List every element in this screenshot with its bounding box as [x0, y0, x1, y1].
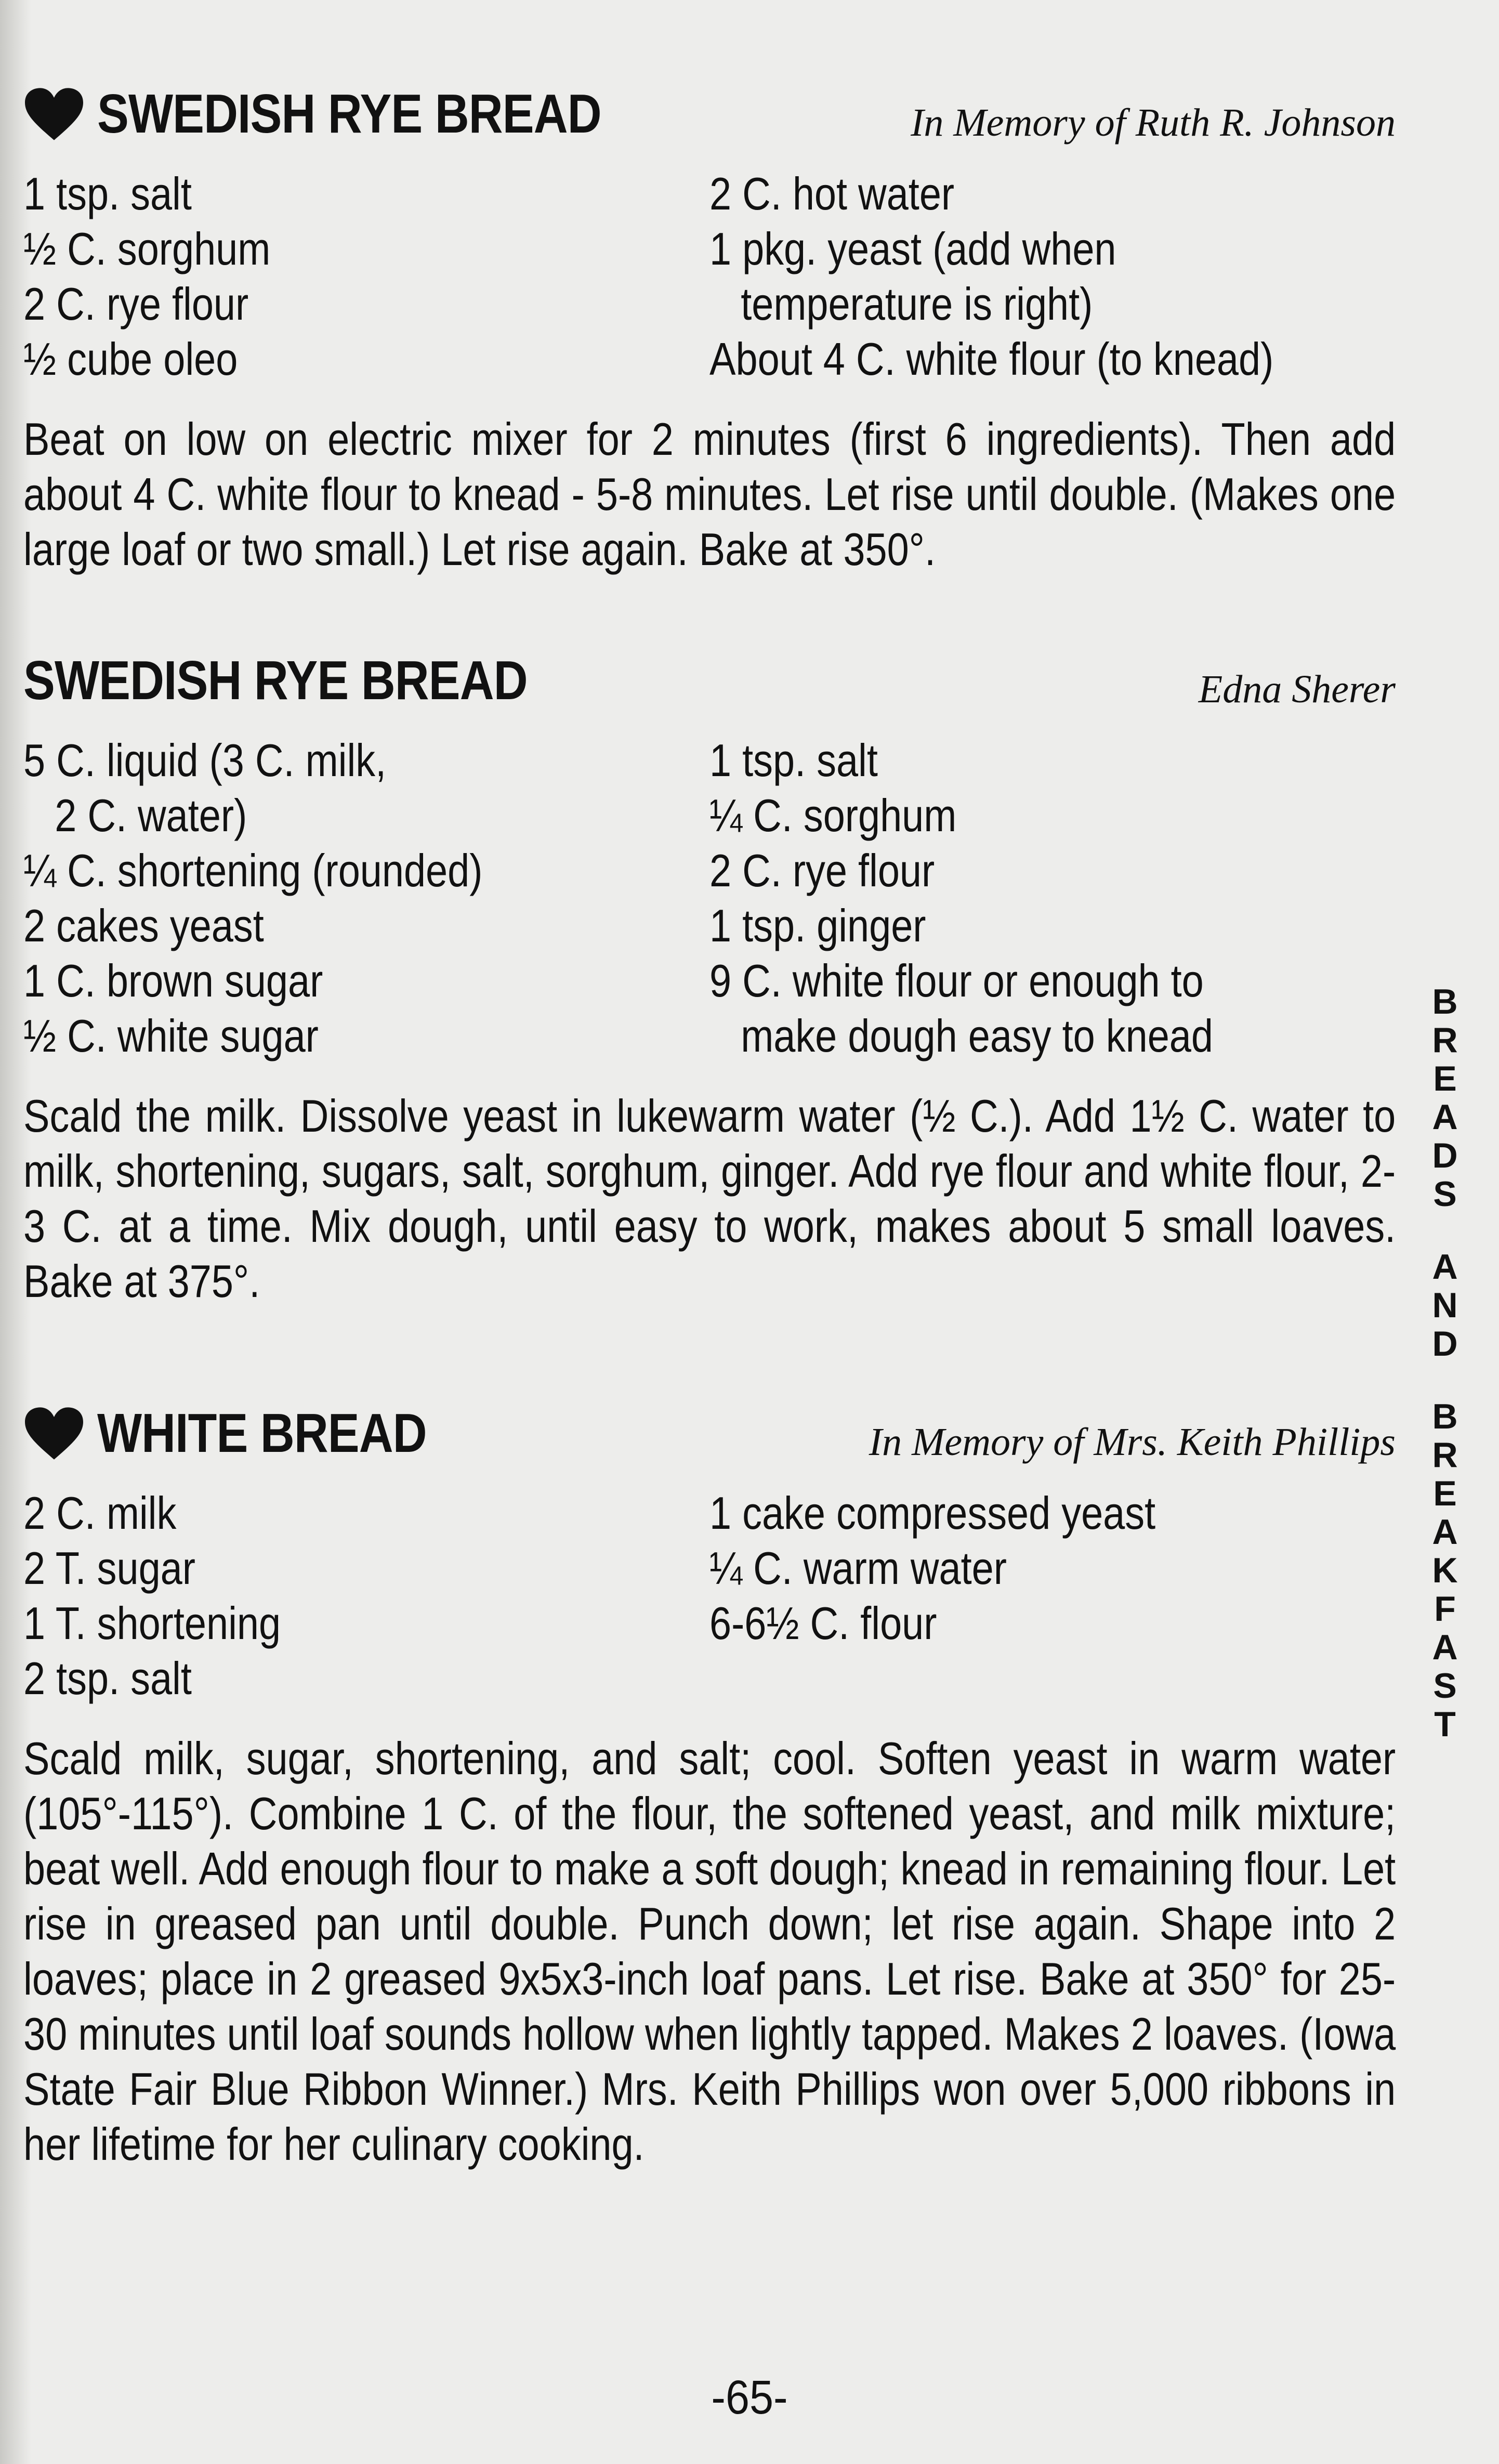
ingredient: ½ cube oleo	[23, 333, 238, 385]
instructions-text: Scald the milk. Dissolve yeast in lukewarm water (½ C.). Add 1½ C. water to milk, shortening, sugars, salt, sorghum, ginger. Add rye flour and white flour, 2-3 C. at a time. Mix dough, until easy to work, makes about 5 small loaves. Bake at 375°.	[23, 1090, 1396, 1307]
ingredient-column-right	[709, 733, 1396, 1064]
ingredient-column-left	[23, 1486, 709, 1706]
instructions-text: Scald milk, sugar, shortening, and salt; cool. Soften yeast in warm water (105°-115°). Combine 1 C. of the flour, the softened yeast, and milk mixture; beat well. Add enough flour to make a soft dough; knead in remaining flour. Let rise in greased pan until double. Punch down; let rise again. Shape into 2 loaves; place in 2 greased 9x5x3-inch loaf pans. Let rise. Bake at 350° for 25-30 minutes until loaf sounds hollow when lightly tapped. Makes 2 loaves. (Iowa State Fair Blue Ribbon Winner.) Mrs. Keith Phillips won over 5,000 ribbons in her lifetime for her culinary cooking.	[23, 1733, 1396, 2170]
side-tab-letter: B	[1432, 982, 1458, 1021]
recipe-title: SWEDISH RYE BREAD	[23, 650, 528, 711]
ingredient: 9 C. white flour or enough to	[709, 955, 1204, 1006]
ingredient: make dough easy to knead	[741, 1010, 1213, 1061]
side-tab-letter: N	[1432, 1286, 1458, 1325]
side-tab-letter: R	[1432, 1020, 1458, 1060]
side-tab-letter: S	[1433, 1174, 1457, 1214]
ingredient: About 4 C. white flour (to knead)	[709, 333, 1274, 385]
side-tab-letter: D	[1432, 1136, 1458, 1175]
ingredient: 2 C. milk	[23, 1487, 177, 1539]
recipe-instructions	[23, 1731, 1396, 2172]
side-tab-letter: A	[1432, 1097, 1458, 1137]
side-tab-letter: E	[1433, 1474, 1457, 1513]
ingredient: ¼ C. sorghum	[709, 790, 957, 841]
ingredient: ¼ C. warm water	[709, 1542, 1007, 1594]
side-tab-letter: E	[1433, 1059, 1457, 1098]
ingredient: 1 tsp. salt	[23, 168, 192, 219]
ingredient: 2 C. hot water	[709, 168, 955, 219]
ingredient: 5 C. liquid (3 C. milk,	[23, 735, 387, 786]
side-tab-letter: A	[1432, 1512, 1458, 1552]
ingredient: ½ C. white sugar	[23, 1010, 319, 1061]
ingredient-column-right	[709, 1486, 1396, 1706]
heart-icon	[23, 87, 85, 141]
ingredient-list	[23, 166, 1396, 387]
page-number: -65-	[711, 2371, 788, 2424]
side-tab-letter: A	[1432, 1247, 1458, 1287]
recipe-dedication: Edna Sherer	[1198, 667, 1396, 711]
ingredient: 1 cake compressed yeast	[709, 1487, 1156, 1539]
side-tab-letter: F	[1434, 1589, 1456, 1629]
ingredient: ¼ C. shortening (rounded)	[23, 845, 483, 896]
ingredient: 2 tsp. salt	[23, 1653, 192, 1704]
ingredient: ½ C. sorghum	[23, 223, 271, 274]
ingredient-column-left	[23, 733, 709, 1064]
side-tab-letter: S	[1433, 1666, 1457, 1706]
recipe-swedish-rye-bread-1	[23, 73, 1396, 577]
heart-icon	[23, 1406, 85, 1461]
ingredient: 1 tsp. ginger	[709, 900, 926, 951]
side-tab-letter: B	[1432, 1397, 1458, 1436]
ingredient: 1 pkg. yeast (add when	[709, 223, 1116, 274]
ingredient-column-left	[23, 166, 709, 387]
recipe-title: SWEDISH RYE BREAD	[97, 83, 601, 145]
cookbook-page	[23, 73, 1396, 2172]
ingredient: 1 C. brown sugar	[23, 955, 323, 1006]
ingredient-list	[23, 733, 1396, 1064]
side-tab-letter: D	[1432, 1324, 1458, 1364]
ingredient: 2 T. sugar	[23, 1542, 195, 1594]
recipe-title: WHITE BREAD	[97, 1403, 427, 1464]
recipe-dedication: In Memory of Ruth R. Johnson	[911, 101, 1396, 145]
ingredient: 1 tsp. salt	[709, 735, 878, 786]
ingredient: 2 C. water)	[55, 790, 247, 841]
ingredient: 2 C. rye flour	[709, 845, 935, 896]
side-tab-letter: A	[1432, 1628, 1458, 1667]
ingredient-column-right	[709, 166, 1396, 387]
section-side-tab	[1419, 982, 1471, 1744]
ingredient: 1 T. shortening	[23, 1597, 281, 1649]
side-tab-letter: T	[1434, 1705, 1456, 1744]
ingredient: 6-6½ C. flour	[709, 1597, 937, 1649]
recipe-dedication: In Memory of Mrs. Keith Phillips	[869, 1420, 1396, 1464]
recipe-white-bread	[23, 1392, 1396, 2172]
recipe-instructions	[23, 412, 1396, 577]
ingredient: 2 C. rye flour	[23, 278, 249, 330]
ingredient-list	[23, 1486, 1396, 1706]
side-tab-letter: K	[1432, 1551, 1458, 1590]
recipe-instructions	[23, 1089, 1396, 1309]
recipe-swedish-rye-bread-2	[23, 650, 1396, 1309]
instructions-text: Beat on low on electric mixer for 2 minutes (first 6 ingredients). Then add about 4 C. white flour to knead - 5-8 minutes. Let rise until double. (Makes one large loaf or two small.) Let rise again. Bake at 350°.	[23, 413, 1396, 575]
ingredient: temperature is right)	[741, 278, 1093, 330]
side-tab-letter: R	[1432, 1435, 1458, 1475]
ingredient: 2 cakes yeast	[23, 900, 264, 951]
